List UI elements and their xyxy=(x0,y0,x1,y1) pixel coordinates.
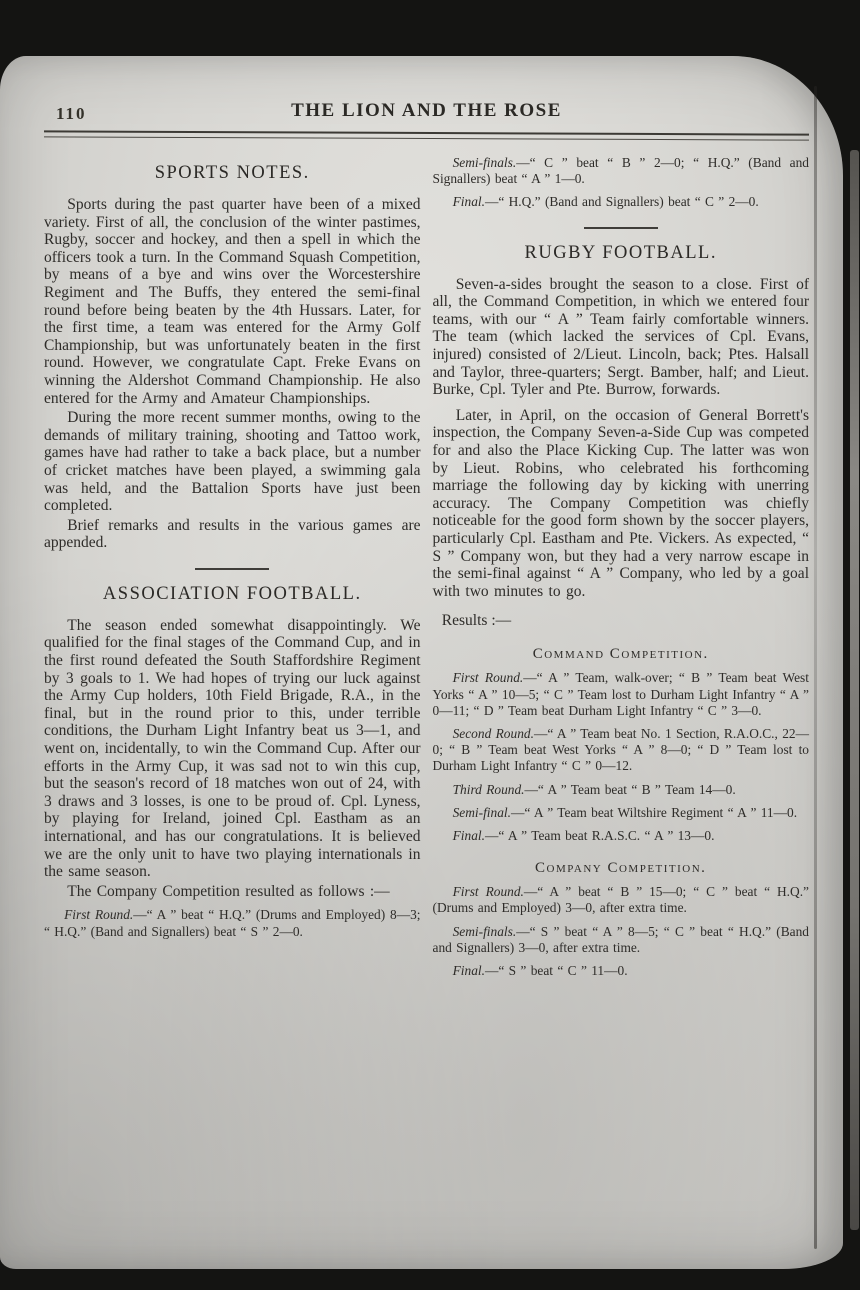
book-fore-edge xyxy=(850,150,859,1230)
command-competition-heading: Command Competition. xyxy=(532,646,709,663)
result-text: —“ S ” beat “ C ” 11—0. xyxy=(484,962,628,978)
result-lead: Final. xyxy=(452,194,485,210)
sports-paragraph: Sports during the past quarter have been of a mixed variety. First of all, the conclusion of the winter pastimes, Rugby, soccer and hockey, and then a spell in which the officers took a turn. In the Command Squash Competition, by means of a bye and wins over the Worcestershire Regiment and The Buffs, they entered the semi-final round before being beaten by the 4th Hussars. Later, for the first time, a team was entered for the Army Golf Championship, but was unfortunately beaten in the first round. However, we congratulate Capt. Freke Evans on winning the Aldershot Command Championship. He also entered for the Army and Amateur Championships. xyxy=(44,196,421,407)
result-lead: Semi-finals. xyxy=(452,923,517,939)
result-text: —“ S ” beat “ A ” 8—5; “ C ” beat “ H.Q.” (Band and Signallers) 3—0, after extra time. xyxy=(432,923,809,955)
result-text: —“ C ” beat “ B ” 2—0; “ H.Q.” (Band and Signallers) beat “ A ” 1—0. xyxy=(432,155,809,187)
rugby-football-heading: RUGBY FOOTBALL. xyxy=(524,242,717,263)
result-lead: First Round. xyxy=(64,907,134,923)
result-text: —“ A ” beat “ B ” 15—0; “ C ” beat “ H.Q.” (Drums and Employed) 3—0, after extra time. xyxy=(432,884,809,916)
result-entry xyxy=(44,907,421,939)
company-competition-heading: Company Competition. xyxy=(535,860,707,877)
sports-notes-heading: SPORTS NOTES. xyxy=(154,163,310,183)
sports-paragraph: Brief remarks and results in the various games are appended. xyxy=(44,516,421,552)
result-lead: Semi-final. xyxy=(452,804,511,820)
result-lead: Final. xyxy=(452,962,485,978)
result-entry xyxy=(433,884,810,916)
page-crease xyxy=(814,86,817,1249)
header-rule xyxy=(44,130,809,140)
rugby-paragraph: Later, in April, on the occasion of General Borrett's inspection, the Company Seven-a-Side Cup was competed for and also the Place Kicking Cup. The latter was won by Lieut. Robins, who celebrated his forthcoming marriage the following day by kicking with unerring accuracy. The Company Competition was chiefly noticeable for the good form shown by the soccer players, particularly Cpl. Eastham and Pte. Vickers. As expected, “ S ” Company won, but they had a very narrow escape in the semi-final against “ A ” Company, who led by a goal with two minutes to go. xyxy=(432,406,809,600)
results-label: Results :— xyxy=(441,612,512,630)
result-lead: Final. xyxy=(452,827,485,843)
result-entry xyxy=(433,194,810,210)
result-entry xyxy=(433,782,810,798)
two-column-layout xyxy=(44,153,809,979)
page-content xyxy=(44,100,809,1259)
football-paragraph: The Company Competition resulted as follows :— xyxy=(67,882,390,900)
result-entry xyxy=(433,155,810,187)
result-lead: Third Round. xyxy=(452,781,525,797)
football-paragraph: The season ended somewhat disappointingly. We qualified for the final stages of the Command Cup, and in the first round defeated the South Staffordshire Regiment by 3 goals to 1. We had hopes of trying our luck against the Army Cup holders, 10th Field Brigade, R.A., in the final, but in the round prior to this, under terrible conditions, the Durham Light Infantry beat us 3—1, and went on, incidentally, to win the Command Cup. After our efforts in the Army Cup, it was sad not to win this cup, but the season's record of 18 matches won out of 24, with 3 draws and 3 losses, is one to be proud of. Cpl. Lyness, by playing for Ireland, joined Cpl. Eastham as an international, and has our congratulations. It is believed we are the only unit to have two playing internationals in the same season. xyxy=(44,616,421,881)
result-entry xyxy=(433,924,810,956)
result-lead: Semi-finals. xyxy=(452,155,517,170)
result-text: —“ H.Q.” (Band and Signallers) beat “ C ” 2—0. xyxy=(484,194,759,210)
result-text: —“ A ” Team beat R.A.S.C. “ A ” 13—0. xyxy=(484,827,715,843)
section-divider xyxy=(195,568,269,570)
page-number: 110 xyxy=(56,104,87,123)
sports-paragraph: During the more recent summer months, owing to the demands of military training, shooting and Tattoo work, games have had rather to take a back place, but a number of cricket matches have been played, a swimming gala was held, and the Battalion Sports have just been completed. xyxy=(44,409,421,515)
result-lead: First Round. xyxy=(452,670,524,686)
result-entry xyxy=(433,670,810,719)
section-divider xyxy=(584,227,658,229)
result-entry xyxy=(433,963,810,979)
result-text: —“ A ” Team beat Wiltshire Regiment “ A ” 11—0. xyxy=(510,804,798,820)
result-text: —“ A ” Team, walk-over; “ B ” Team beat West Yorks “ A ” 10—5; “ C ” Team lost to Durham Light Infantry “ A ” 0—11; “ D ” Team beat Durham Light Infantry “ C ” 3—0. xyxy=(432,670,809,718)
page-header xyxy=(44,100,809,128)
scanned-page xyxy=(0,56,843,1269)
right-column xyxy=(433,153,810,979)
left-column xyxy=(44,153,421,979)
result-entry xyxy=(433,805,810,821)
result-text: —“ A ” beat “ H.Q.” (Drums and Employed) 8—3; “ H.Q.” (Band and Signallers) beat “ S ” 2—0. xyxy=(44,907,421,939)
association-football-heading: ASSOCIATION FOOTBALL. xyxy=(102,583,362,604)
result-text: —“ A ” Team beat No. 1 Section, R.A.O.C., 22—0; “ B ” Team beat West Yorks “ A ” 8—0; “ D ” Team lost to Durham Light Infantry “ C ” 0—12. xyxy=(432,725,809,774)
result-entry xyxy=(433,726,810,775)
result-entry xyxy=(433,828,810,844)
result-lead: First Round. xyxy=(452,884,524,900)
result-lead: Second Round. xyxy=(452,725,534,741)
result-text: —“ A ” Team beat “ B ” Team 14—0. xyxy=(524,781,736,797)
journal-title: THE LION AND THE ROSE xyxy=(291,100,562,121)
rugby-paragraph: Seven-a-sides brought the season to a close. First of all, the Command Competition, in which we entered four teams, with our “ A ” Team fairly comfortable winners. The team (which lacked the services of Cpl. Evans, injured) consisted of 2/Lieut. Lincoln, back; Ptes. Halsall and Taylor, three-quarters; Sergt. Bamber, half; and Lieut. Burke, Cpl. Tyler and Pte. Burrow, forwards. xyxy=(432,275,809,399)
